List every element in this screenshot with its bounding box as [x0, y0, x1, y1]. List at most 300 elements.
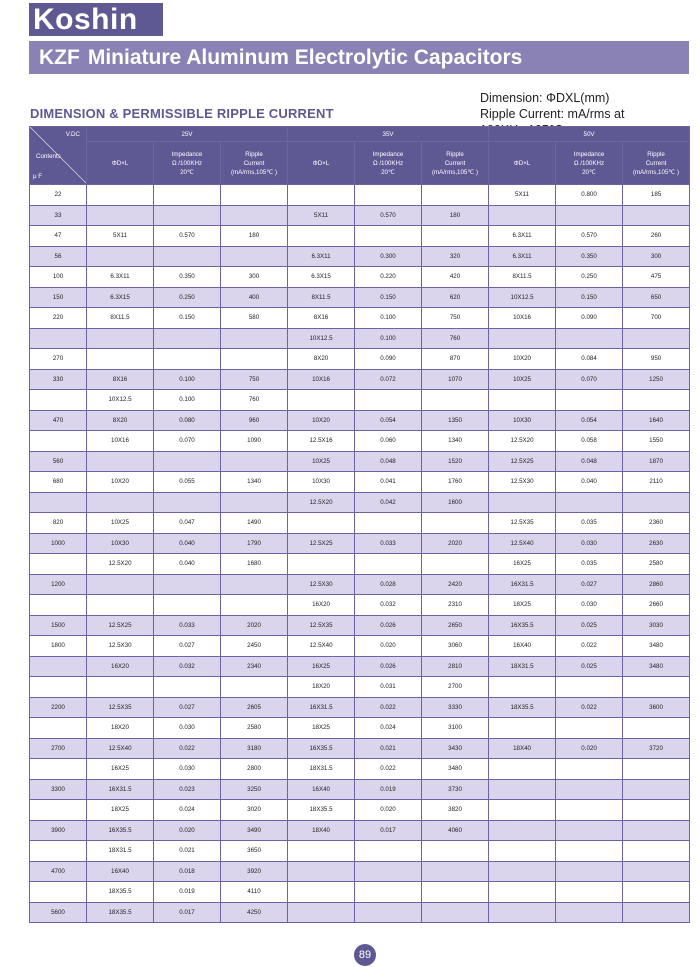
dimension-25v-cell — [87, 677, 154, 698]
dimension-25v-cell: 18X20 — [87, 718, 154, 739]
ripple-25v-cell — [221, 185, 288, 206]
impedance-35v-cell — [355, 861, 422, 882]
table-row — [30, 554, 690, 575]
ripple-header — [623, 142, 690, 185]
dimension-35v-cell: 16X20 — [288, 595, 355, 616]
ripple-25v-cell — [221, 677, 288, 698]
impedance-35v-cell: 0.220 — [355, 267, 422, 288]
dimension-35v-cell — [288, 554, 355, 575]
table-row — [30, 267, 690, 288]
ripple-35v-cell: 3100 — [422, 718, 489, 739]
impedance-35v-cell — [355, 390, 422, 411]
ripple-25v-cell — [221, 595, 288, 616]
ripple-50v-cell: 650 — [623, 287, 690, 308]
dimension-25v-cell: 16X20 — [87, 656, 154, 677]
dimension-35v-cell: 12.5X35 — [288, 615, 355, 636]
dimension-35v-cell: 18X35.5 — [288, 800, 355, 821]
impedance-35v-cell — [355, 554, 422, 575]
ripple-25v-cell: 760 — [221, 390, 288, 411]
capacitance-cell: 330 — [30, 369, 87, 390]
dimension-35v-cell: 18X31.5 — [288, 759, 355, 780]
ripple-50v-cell: 2580 — [623, 554, 690, 575]
impedance-25v-cell: 0.350 — [154, 267, 221, 288]
table-row — [30, 800, 690, 821]
impedance-35v-cell: 0.048 — [355, 451, 422, 472]
ripple-25v-cell: 4110 — [221, 882, 288, 903]
ripple-25v-cell: 300 — [221, 267, 288, 288]
dimension-25v-cell: 8X20 — [87, 410, 154, 431]
capacitance-cell — [30, 718, 87, 739]
impedance-35v-cell: 0.060 — [355, 431, 422, 452]
ripple-25v-cell: 1090 — [221, 431, 288, 452]
dimension-35v-cell: 16X25 — [288, 656, 355, 677]
ripple-50v-cell: 1250 — [623, 369, 690, 390]
capacitance-cell: 47 — [30, 226, 87, 247]
ripple-35v-cell: 1350 — [422, 410, 489, 431]
impedance-header-line2: Ω /100KHz — [372, 159, 404, 167]
dimension-35v-cell — [288, 513, 355, 534]
impedance-35v-cell: 0.028 — [355, 574, 422, 595]
impedance-25v-cell — [154, 328, 221, 349]
dl-header: ΦD×L — [489, 142, 556, 185]
impedance-35v-cell: 0.020 — [355, 800, 422, 821]
ripple-25v-cell: 2800 — [221, 759, 288, 780]
impedance-35v-cell — [355, 841, 422, 862]
impedance-25v-cell: 0.024 — [154, 800, 221, 821]
impedance-50v-cell — [556, 902, 623, 923]
ripple-25v-cell: 3490 — [221, 820, 288, 841]
dimension-35v-cell — [288, 882, 355, 903]
page-number: 89 — [354, 944, 376, 966]
capacitance-cell: 22 — [30, 185, 87, 206]
impedance-header-line1: Impedance — [573, 150, 605, 158]
dimension-50v-cell: 18X31.5 — [489, 656, 556, 677]
dimension-50v-cell: 10X12.5 — [489, 287, 556, 308]
capacitance-cell — [30, 390, 87, 411]
ripple-35v-cell: 3330 — [422, 697, 489, 718]
ripple-35v-cell: 2310 — [422, 595, 489, 616]
table-row — [30, 308, 690, 329]
dimension-50v-cell: 5X11 — [489, 185, 556, 206]
dimension-50v-cell: 18X25 — [489, 595, 556, 616]
table-row — [30, 574, 690, 595]
ripple-50v-cell — [623, 677, 690, 698]
impedance-header-line2: Ω /100KHz — [573, 159, 605, 167]
dimension-50v-cell: 10X25 — [489, 369, 556, 390]
impedance-35v-cell: 0.570 — [355, 205, 422, 226]
capacitance-cell: 820 — [30, 513, 87, 534]
dimension-25v-cell: 6.3X11 — [87, 267, 154, 288]
dimension-35v-cell: 10X25 — [288, 451, 355, 472]
dl-header: ΦD×L — [87, 142, 154, 185]
capacitance-cell — [30, 328, 87, 349]
ripple-25v-cell: 1340 — [221, 472, 288, 493]
ripple-35v-cell — [422, 841, 489, 862]
dimension-35v-cell: 12.5X40 — [288, 636, 355, 657]
dimension-50v-cell — [489, 779, 556, 800]
impedance-50v-cell: 0.035 — [556, 554, 623, 575]
ripple-50v-cell: 2860 — [623, 574, 690, 595]
impedance-50v-cell: 0.020 — [556, 738, 623, 759]
corner-header — [30, 127, 87, 185]
dimension-50v-cell: 16X40 — [489, 636, 556, 657]
capacitance-cell: 470 — [30, 410, 87, 431]
dimension-35v-cell — [288, 390, 355, 411]
ripple-25v-cell: 3250 — [221, 779, 288, 800]
capacitance-cell: 560 — [30, 451, 87, 472]
ripple-50v-cell — [623, 328, 690, 349]
impedance-35v-cell — [355, 185, 422, 206]
capacitance-cell — [30, 554, 87, 575]
dimension-25v-cell: 10X12.5 — [87, 390, 154, 411]
ripple-25v-cell: 750 — [221, 369, 288, 390]
table-row — [30, 656, 690, 677]
impedance-25v-cell: 0.020 — [154, 820, 221, 841]
ripple-25v-cell: 3020 — [221, 800, 288, 821]
impedance-50v-cell: 0.084 — [556, 349, 623, 370]
impedance-50v-cell — [556, 759, 623, 780]
impedance-35v-cell: 0.033 — [355, 533, 422, 554]
ripple-35v-cell: 2650 — [422, 615, 489, 636]
dimension-25v-cell: 12.5X20 — [87, 554, 154, 575]
dimension-25v-cell: 8X16 — [87, 369, 154, 390]
impedance-25v-cell: 0.032 — [154, 656, 221, 677]
impedance-50v-cell — [556, 779, 623, 800]
table-row — [30, 349, 690, 370]
capacitance-cell: 3300 — [30, 779, 87, 800]
ripple-50v-cell: 3480 — [623, 656, 690, 677]
ripple-25v-cell — [221, 205, 288, 226]
dimension-25v-cell: 10X25 — [87, 513, 154, 534]
table-row — [30, 595, 690, 616]
dimension-35v-cell: 10X30 — [288, 472, 355, 493]
ripple-35v-cell: 3060 — [422, 636, 489, 657]
dimension-50v-cell: 18X40 — [489, 738, 556, 759]
corner-uf: μ F — [33, 173, 43, 180]
impedance-50v-cell: 0.570 — [556, 226, 623, 247]
impedance-25v-cell — [154, 574, 221, 595]
impedance-header-line1: Impedance — [171, 150, 203, 158]
capacitance-cell: 100 — [30, 267, 87, 288]
dimension-25v-cell: 10X16 — [87, 431, 154, 452]
dimension-35v-cell: 5X11 — [288, 205, 355, 226]
ripple-25v-cell: 2450 — [221, 636, 288, 657]
ripple-50v-cell — [623, 861, 690, 882]
dimension-25v-cell: 10X20 — [87, 472, 154, 493]
dimension-50v-cell — [489, 492, 556, 513]
impedance-50v-cell — [556, 820, 623, 841]
capacitance-cell — [30, 841, 87, 862]
ripple-50v-cell — [623, 759, 690, 780]
capacitance-cell: 220 — [30, 308, 87, 329]
dimension-35v-cell — [288, 185, 355, 206]
dimension-50v-cell — [489, 205, 556, 226]
capacitance-cell: 150 — [30, 287, 87, 308]
dimension-35v-cell: 12.5X25 — [288, 533, 355, 554]
dimension-50v-cell — [489, 800, 556, 821]
dimension-35v-cell — [288, 841, 355, 862]
dimension-50v-cell — [489, 841, 556, 862]
dimension-25v-cell — [87, 185, 154, 206]
impedance-25v-cell: 0.080 — [154, 410, 221, 431]
dimension-35v-cell: 12.5X30 — [288, 574, 355, 595]
ripple-50v-cell — [623, 882, 690, 903]
dimension-35v-cell: 6.3X15 — [288, 267, 355, 288]
impedance-50v-cell — [556, 800, 623, 821]
dimension-50v-cell: 6.3X11 — [489, 226, 556, 247]
ripple-header-line1: Ripple — [446, 150, 464, 158]
ripple-35v-cell — [422, 882, 489, 903]
impedance-50v-cell: 0.070 — [556, 369, 623, 390]
ripple-header-line3: (mA/rms,105℃ ) — [230, 168, 278, 176]
ripple-header — [221, 142, 288, 185]
capacitance-cell — [30, 656, 87, 677]
impedance-25v-cell: 0.100 — [154, 390, 221, 411]
impedance-25v-cell: 0.022 — [154, 738, 221, 759]
impedance-25v-cell: 0.027 — [154, 697, 221, 718]
impedance-50v-cell — [556, 205, 623, 226]
impedance-35v-cell: 0.021 — [355, 738, 422, 759]
impedance-header-line1: Impedance — [372, 150, 404, 158]
ripple-50v-cell — [623, 205, 690, 226]
ripple-25v-cell: 960 — [221, 410, 288, 431]
ripple-35v-cell — [422, 390, 489, 411]
ripple-25v-cell: 2020 — [221, 615, 288, 636]
ripple-25v-cell — [221, 349, 288, 370]
impedance-50v-cell — [556, 492, 623, 513]
ripple-25v-cell: 2340 — [221, 656, 288, 677]
ripple-35v-cell: 3820 — [422, 800, 489, 821]
corner-contents: Contents — [36, 153, 61, 160]
table-row — [30, 841, 690, 862]
impedance-50v-cell: 0.030 — [556, 533, 623, 554]
dimension-25v-cell — [87, 595, 154, 616]
ripple-50v-cell: 2630 — [623, 533, 690, 554]
impedance-35v-cell: 0.042 — [355, 492, 422, 513]
dimension-35v-cell: 8X20 — [288, 349, 355, 370]
table-row — [30, 472, 690, 493]
impedance-35v-cell: 0.020 — [355, 636, 422, 657]
ripple-50v-cell — [623, 718, 690, 739]
impedance-50v-cell: 0.027 — [556, 574, 623, 595]
impedance-25v-cell: 0.027 — [154, 636, 221, 657]
dimension-25v-cell — [87, 492, 154, 513]
impedance-50v-cell: 0.022 — [556, 636, 623, 657]
ripple-50v-cell: 2110 — [623, 472, 690, 493]
ripple-50v-cell: 3480 — [623, 636, 690, 657]
dimension-35v-cell: 8X11.5 — [288, 287, 355, 308]
impedance-25v-cell: 0.019 — [154, 882, 221, 903]
dimension-35v-cell: 18X25 — [288, 718, 355, 739]
dimension-25v-cell: 18X35.5 — [87, 882, 154, 903]
ripple-50v-cell: 3030 — [623, 615, 690, 636]
dimension-25v-cell — [87, 349, 154, 370]
table-row — [30, 861, 690, 882]
dimension-25v-cell: 12.5X30 — [87, 636, 154, 657]
ripple-35v-cell: 870 — [422, 349, 489, 370]
table-row — [30, 390, 690, 411]
table-row — [30, 718, 690, 739]
ripple-50v-cell: 3720 — [623, 738, 690, 759]
dimension-25v-cell: 12.5X40 — [87, 738, 154, 759]
ripple-50v-cell: 1870 — [623, 451, 690, 472]
table-row — [30, 636, 690, 657]
impedance-25v-cell — [154, 185, 221, 206]
page-title: Miniature Aluminum Electrolytic Capacitors — [87, 46, 523, 69]
ripple-50v-cell — [623, 841, 690, 862]
impedance-25v-cell: 0.047 — [154, 513, 221, 534]
capacitance-cell — [30, 677, 87, 698]
dimension-35v-cell: 10X16 — [288, 369, 355, 390]
dimension-50v-cell: 16X35.5 — [489, 615, 556, 636]
impedance-35v-cell: 0.100 — [355, 308, 422, 329]
ripple-header-line3: (mA/rms,105℃ ) — [632, 168, 680, 176]
impedance-25v-cell: 0.070 — [154, 431, 221, 452]
dimension-50v-cell — [489, 902, 556, 923]
ripple-50v-cell — [623, 902, 690, 923]
impedance-35v-cell: 0.026 — [355, 615, 422, 636]
impedance-header — [556, 142, 623, 185]
ripple-25v-cell — [221, 451, 288, 472]
table-row — [30, 759, 690, 780]
impedance-50v-cell: 0.150 — [556, 287, 623, 308]
capacitance-cell — [30, 800, 87, 821]
section-title: DIMENSION & PERMISSIBLE RIPPLE CURRENT — [30, 106, 334, 121]
impedance-50v-cell — [556, 882, 623, 903]
ripple-25v-cell: 180 — [221, 226, 288, 247]
ripple-50v-cell: 2360 — [623, 513, 690, 534]
dimension-35v-cell: 10X20 — [288, 410, 355, 431]
table-row — [30, 513, 690, 534]
table-row — [30, 246, 690, 267]
ripple-50v-cell — [623, 820, 690, 841]
impedance-25v-cell — [154, 349, 221, 370]
impedance-25v-cell — [154, 205, 221, 226]
capacitance-cell: 1000 — [30, 533, 87, 554]
impedance-35v-cell: 0.032 — [355, 595, 422, 616]
dimension-35v-cell: 12.5X16 — [288, 431, 355, 452]
dimension-35v-cell: 8X16 — [288, 308, 355, 329]
ripple-35v-cell: 1760 — [422, 472, 489, 493]
dimension-35v-cell: 18X20 — [288, 677, 355, 698]
impedance-35v-cell: 0.072 — [355, 369, 422, 390]
impedance-35v-cell: 0.019 — [355, 779, 422, 800]
impedance-25v-cell: 0.030 — [154, 759, 221, 780]
ripple-35v-cell: 2810 — [422, 656, 489, 677]
impedance-25v-cell — [154, 677, 221, 698]
impedance-35v-cell: 0.022 — [355, 759, 422, 780]
ripple-35v-cell — [422, 554, 489, 575]
impedance-50v-cell: 0.025 — [556, 615, 623, 636]
impedance-25v-cell — [154, 492, 221, 513]
impedance-25v-cell: 0.021 — [154, 841, 221, 862]
dimension-50v-cell: 10X30 — [489, 410, 556, 431]
capacitance-cell — [30, 882, 87, 903]
ripple-50v-cell: 700 — [623, 308, 690, 329]
ripple-50v-cell — [623, 800, 690, 821]
dimension-25v-cell: 16X35.5 — [87, 820, 154, 841]
ripple-25v-cell — [221, 574, 288, 595]
impedance-50v-cell — [556, 677, 623, 698]
ripple-header — [422, 142, 489, 185]
ripple-35v-cell: 2420 — [422, 574, 489, 595]
capacitance-cell: 1800 — [30, 636, 87, 657]
impedance-header — [355, 142, 422, 185]
impedance-50v-cell: 0.030 — [556, 595, 623, 616]
impedance-35v-cell: 0.022 — [355, 697, 422, 718]
dimension-50v-cell — [489, 718, 556, 739]
impedance-35v-cell: 0.090 — [355, 349, 422, 370]
impedance-50v-cell: 0.090 — [556, 308, 623, 329]
dimension-50v-cell — [489, 390, 556, 411]
corner-vdc: V.DC — [65, 131, 80, 138]
table-row — [30, 697, 690, 718]
dimension-25v-cell — [87, 451, 154, 472]
ripple-35v-cell: 3730 — [422, 779, 489, 800]
dimension-25v-cell: 18X31.5 — [87, 841, 154, 862]
dimension-25v-cell: 16X25 — [87, 759, 154, 780]
series-name: KZF — [39, 46, 80, 69]
ripple-50v-cell — [623, 390, 690, 411]
ripple-35v-cell — [422, 185, 489, 206]
ripple-note: Ripple Current: mA/rms at — [480, 107, 625, 121]
impedance-25v-cell: 0.040 — [154, 554, 221, 575]
table-row — [30, 820, 690, 841]
impedance-25v-cell: 0.570 — [154, 226, 221, 247]
table-row — [30, 451, 690, 472]
ripple-35v-cell: 1340 — [422, 431, 489, 452]
impedance-header-line2: Ω /100KHz — [171, 159, 203, 167]
dimension-50v-cell: 8X11.5 — [489, 267, 556, 288]
impedance-25v-cell: 0.017 — [154, 902, 221, 923]
impedance-35v-cell — [355, 513, 422, 534]
spec-table — [29, 126, 690, 923]
ripple-header-line1: Ripple — [245, 150, 263, 158]
ripple-25v-cell: 1490 — [221, 513, 288, 534]
dimension-50v-cell — [489, 328, 556, 349]
dimension-35v-cell: 12.5X20 — [288, 492, 355, 513]
dimension-50v-cell: 6.3X11 — [489, 246, 556, 267]
ripple-35v-cell: 620 — [422, 287, 489, 308]
impedance-header-line3: 20℃ — [381, 168, 395, 176]
ripple-25v-cell — [221, 492, 288, 513]
capacitance-cell: 3900 — [30, 820, 87, 841]
ripple-50v-cell: 300 — [623, 246, 690, 267]
dimension-note: Dimension: ΦDXL(mm) — [480, 91, 610, 105]
capacitance-cell: 2200 — [30, 697, 87, 718]
capacitance-cell: 5600 — [30, 902, 87, 923]
capacitance-cell: 2700 — [30, 738, 87, 759]
ripple-25v-cell: 2580 — [221, 718, 288, 739]
table-body — [30, 185, 690, 923]
ripple-header-line1: Ripple — [647, 150, 665, 158]
dimension-25v-cell: 6.3X15 — [87, 287, 154, 308]
table-row — [30, 328, 690, 349]
impedance-25v-cell: 0.023 — [154, 779, 221, 800]
voltage-header-35v: 35V — [288, 127, 489, 142]
capacitance-cell — [30, 595, 87, 616]
impedance-25v-cell: 0.055 — [154, 472, 221, 493]
impedance-50v-cell: 0.800 — [556, 185, 623, 206]
ripple-50v-cell — [623, 492, 690, 513]
dimension-25v-cell: 5X11 — [87, 226, 154, 247]
impedance-header-line3: 20℃ — [582, 168, 596, 176]
ripple-25v-cell: 1790 — [221, 533, 288, 554]
table-row — [30, 410, 690, 431]
impedance-25v-cell — [154, 451, 221, 472]
dimension-25v-cell: 18X25 — [87, 800, 154, 821]
capacitance-cell: 680 — [30, 472, 87, 493]
